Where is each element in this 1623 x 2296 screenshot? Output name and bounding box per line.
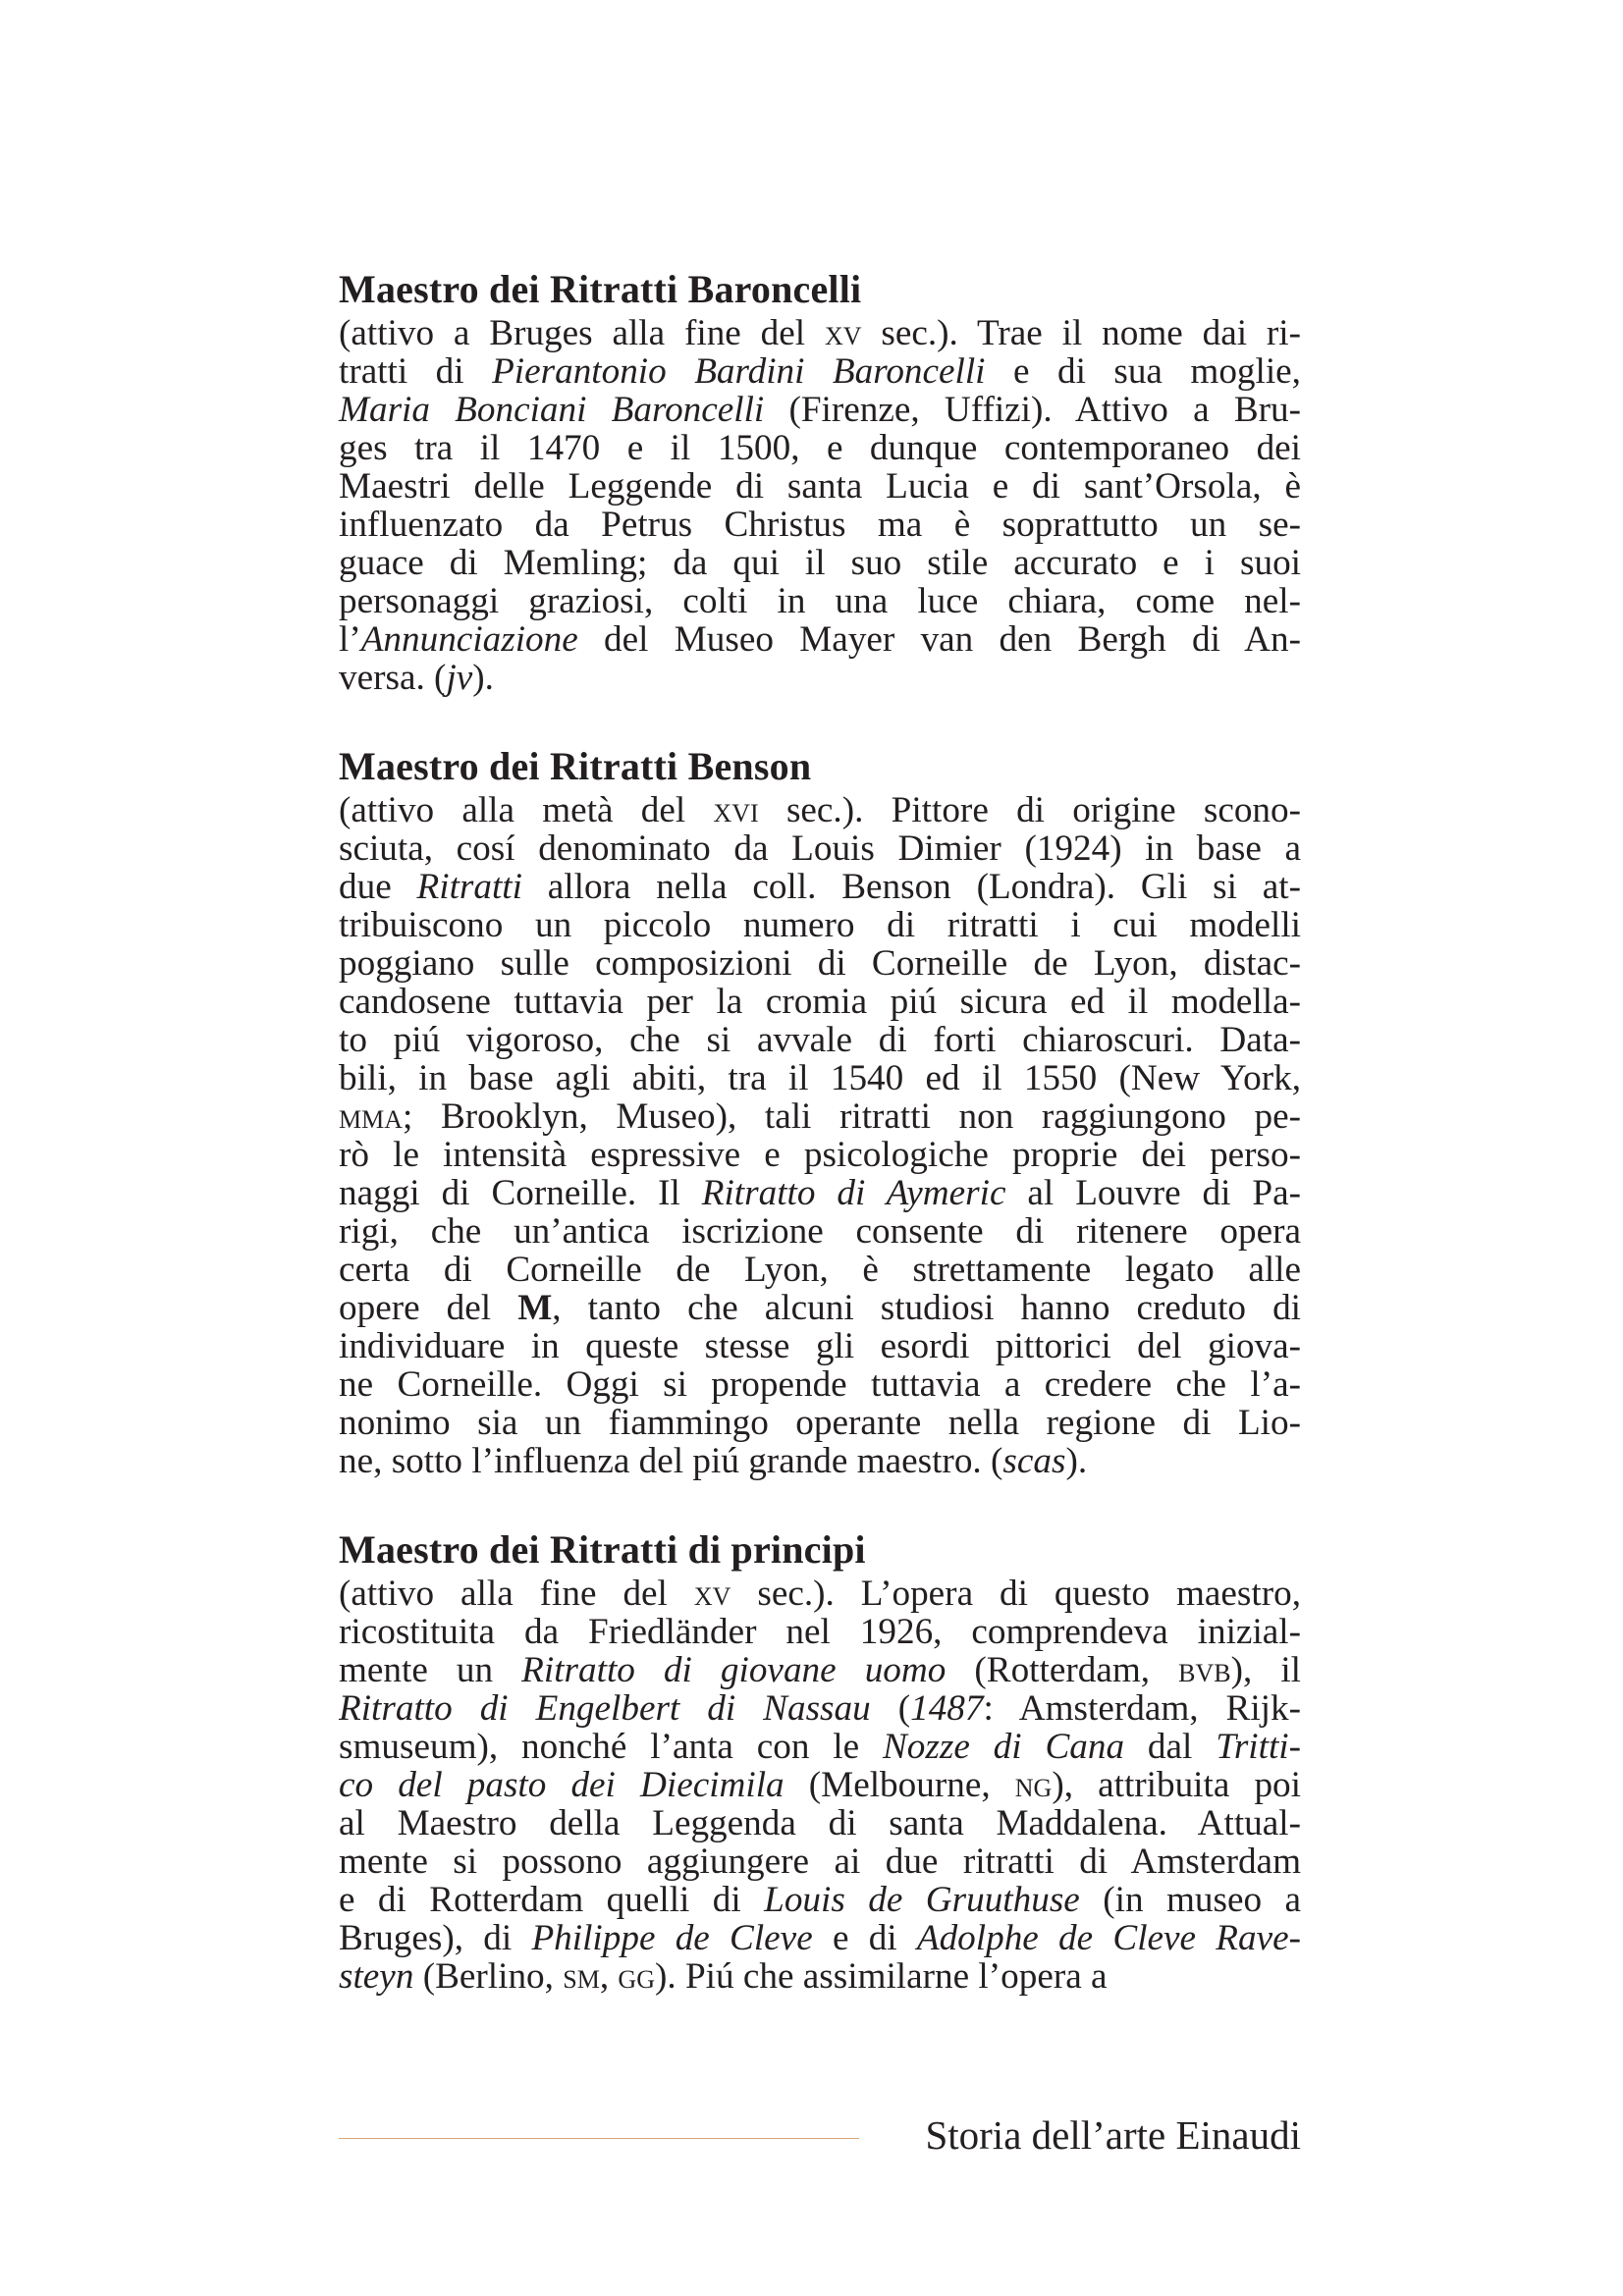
text-run: Tritti-	[1216, 1727, 1302, 1767]
text-run: sec.). Trae il nome dai ri-	[861, 313, 1302, 353]
text-run: rò le intensità espressive e psicologiche proprie dei perso-	[339, 1135, 1301, 1175]
text-run: (Rotterdam,	[946, 1650, 1179, 1690]
text-line	[339, 1021, 1301, 1059]
text-line	[339, 467, 1301, 506]
text-line	[339, 1174, 1301, 1212]
text-line	[339, 620, 1301, 659]
text-run: Pierantonio Bardini Baroncelli	[492, 351, 986, 392]
text-run: al Louvre di Pa-	[1005, 1173, 1301, 1213]
entry-title: Maestro dei Ritratti di principi	[339, 1527, 866, 1572]
text-run: bvb	[1178, 1650, 1231, 1690]
text-run: ).	[1065, 1441, 1088, 1481]
text-line	[339, 1613, 1301, 1651]
text-run: personaggi graziosi, colti in una luce chiara, come nel-	[339, 581, 1301, 621]
text-line	[339, 429, 1301, 467]
text-line	[339, 1289, 1301, 1327]
text-line	[339, 1251, 1301, 1289]
text-line	[339, 1842, 1301, 1881]
text-run: gg	[618, 1956, 655, 1997]
text-run: Ritratto di Aymeric	[701, 1173, 1006, 1213]
text-run: del Museo Mayer van den Bergh di An-	[577, 619, 1301, 660]
text-run: jv	[446, 658, 473, 698]
entry-body	[339, 314, 1301, 697]
text-run: ). Piú che assimilarne l’opera a	[654, 1956, 1108, 1997]
text-run: (Firenze, Uffizi). Attivo a Bru-	[764, 390, 1301, 430]
text-run: sec.). Pittore di origine scono-	[758, 790, 1301, 830]
text-run: Bruges), di	[339, 1918, 532, 1958]
entry-body	[339, 791, 1301, 1480]
footer-publisher-text: Storia dell’arte Einaudi	[925, 2112, 1301, 2158]
text-run: poggiano sulle composizioni di Corneille de Lyon, distac-	[339, 943, 1301, 984]
text-run: Maria Bonciani Baroncelli	[339, 390, 765, 430]
text-line	[339, 906, 1301, 944]
entry-body	[339, 1575, 1301, 1996]
entry	[339, 1525, 1301, 1996]
text-run: (Berlino,	[413, 1956, 564, 1997]
text-run: Annunciazione	[360, 619, 578, 660]
text-line	[339, 1919, 1301, 1957]
text-run: tribuiscono un piccolo numero di ritratti i cui modelli	[339, 905, 1301, 945]
text-line	[339, 829, 1301, 868]
text-line	[339, 352, 1301, 391]
text-line	[339, 1212, 1301, 1251]
text-line	[339, 868, 1301, 906]
text-run: due	[339, 867, 417, 907]
text-run: steyn	[339, 1956, 414, 1997]
text-run: : Amsterdam, Rijk-	[983, 1688, 1301, 1729]
text-line	[339, 944, 1301, 983]
text-run: nonimo sia un fiammingo operante nella regione di Lio-	[339, 1403, 1301, 1443]
text-line	[339, 1404, 1301, 1442]
text-run: smuseum), nonché l’anta con le	[339, 1727, 883, 1767]
text-line	[339, 1097, 1301, 1136]
text-run: naggi di Corneille. Il	[339, 1173, 702, 1213]
text-line	[339, 314, 1301, 352]
text-run: ne Corneille. Oggi si propende tuttavia a credere che l’a-	[339, 1364, 1301, 1405]
text-run: ne, sotto l’influenza del piú grande maestro. (	[339, 1441, 1003, 1481]
text-run: e di Rotterdam quelli di	[339, 1880, 765, 1920]
page-footer	[339, 2110, 1301, 2160]
text-run: xvi	[713, 790, 759, 830]
text-run: ricostituita da Friedländer nel 1926, comprendeva inizial-	[339, 1612, 1301, 1652]
text-run: sm	[563, 1956, 600, 1997]
text-run: individuare in queste stesse gli esordi pittorici del giova-	[339, 1326, 1301, 1366]
text-run: scas	[1002, 1441, 1066, 1481]
text-run: (attivo alla metà del	[339, 790, 714, 830]
text-line	[339, 582, 1301, 620]
text-run: to piú vigoroso, che si avvale di forti chiaroscuri. Data-	[339, 1020, 1301, 1060]
text-run: (in museo a	[1079, 1880, 1301, 1920]
footer-rule	[339, 2138, 859, 2139]
text-run: versa. (	[339, 658, 447, 698]
text-run: dal	[1124, 1727, 1217, 1767]
text-run: ), il	[1230, 1650, 1301, 1690]
text-line	[339, 1442, 1301, 1480]
entry	[339, 742, 1301, 1480]
text-line	[339, 983, 1301, 1021]
text-run: Ritratto di Engelbert di Nassau	[339, 1688, 871, 1729]
text-run: influenzato da Petrus Christus ma è soprattutto un se-	[339, 505, 1301, 545]
text-run: ), attribuita poi	[1052, 1765, 1301, 1805]
text-run: ,	[599, 1956, 619, 1997]
text-run: (attivo a Bruges alla fine del	[339, 313, 825, 353]
text-run: xv	[824, 313, 862, 353]
text-line	[339, 1728, 1301, 1766]
text-line	[339, 1575, 1301, 1613]
text-run: (	[870, 1688, 911, 1729]
text-run: ).	[472, 658, 494, 698]
entry	[339, 265, 1301, 697]
text-run: (Melbourne,	[784, 1765, 1015, 1805]
text-run: Maestri delle Leggende di santa Lucia e di sant’Orsola, è	[339, 466, 1301, 507]
text-line	[339, 506, 1301, 544]
text-run: mente un	[339, 1650, 522, 1690]
text-line	[339, 659, 1301, 697]
text-run: ges tra il 1470 e il 1500, e dunque contemporaneo dei	[339, 428, 1301, 468]
text-run: xv	[693, 1574, 731, 1614]
text-run: Adolphe de Cleve Rave-	[916, 1918, 1301, 1958]
text-run: 1487	[910, 1688, 984, 1729]
text-line	[339, 1059, 1301, 1097]
text-run: mma	[339, 1096, 404, 1137]
text-run: Ritratti	[416, 867, 522, 907]
text-line	[339, 1689, 1301, 1728]
text-run: bili, in base agli abiti, tra il 1540 ed il 1550 (New York,	[339, 1058, 1301, 1098]
text-run: sec.). L’opera di questo maestro,	[730, 1574, 1301, 1614]
text-run: Ritratto di giovane uomo	[521, 1650, 947, 1690]
text-run: al Maestro della Leggenda di santa Maddalena. Attual-	[339, 1803, 1301, 1843]
text-line	[339, 544, 1301, 582]
text-run: opere del	[339, 1288, 518, 1328]
text-run: Nozze di Cana	[882, 1727, 1125, 1767]
text-run: (attivo alla fine del	[339, 1574, 694, 1614]
text-line	[339, 1804, 1301, 1842]
text-line	[339, 1327, 1301, 1365]
text-run: e di	[812, 1918, 917, 1958]
text-line	[339, 1881, 1301, 1919]
text-run: guace di Memling; da qui il suo stile accurato e i suoi	[339, 543, 1301, 583]
text-run: ; Brooklyn, Museo), tali ritratti non raggiungono pe-	[403, 1096, 1301, 1137]
text-line	[339, 391, 1301, 429]
text-run: co del pasto dei Diecimila	[339, 1765, 784, 1805]
text-line	[339, 1365, 1301, 1404]
text-run: e di sua moglie,	[985, 351, 1301, 392]
document-page	[339, 265, 1301, 2041]
text-line	[339, 1957, 1301, 1996]
text-run: candosene tuttavia per la cromia piú sicura ed il modella-	[339, 982, 1301, 1022]
text-line	[339, 1651, 1301, 1689]
text-run: allora nella coll. Benson (Londra). Gli si at-	[521, 867, 1301, 907]
entry-title: Maestro dei Ritratti Baroncelli	[339, 267, 862, 311]
text-run: tratti di	[339, 351, 493, 392]
text-run: mente si possono aggiungere ai due ritratti di Amsterdam	[339, 1842, 1301, 1882]
text-run: M	[517, 1288, 553, 1328]
text-run: rigi, che un’antica iscrizione consente di ritenere opera	[339, 1211, 1301, 1252]
text-run: sciuta, cosí denominato da Louis Dimier (1924) in base a	[339, 828, 1301, 869]
text-run: l’	[339, 619, 361, 660]
entry-title: Maestro dei Ritratti Benson	[339, 744, 812, 788]
text-line	[339, 1766, 1301, 1804]
text-run: , tanto che alcuni studiosi hanno creduto di	[552, 1288, 1302, 1328]
text-run: Philippe de Cleve	[531, 1918, 813, 1958]
text-run: ng	[1014, 1765, 1053, 1805]
text-line	[339, 791, 1301, 829]
text-run: certa di Corneille de Lyon, è strettamente legato alle	[339, 1250, 1301, 1290]
text-line	[339, 1136, 1301, 1174]
text-run: Louis de Gruuthuse	[764, 1880, 1080, 1920]
